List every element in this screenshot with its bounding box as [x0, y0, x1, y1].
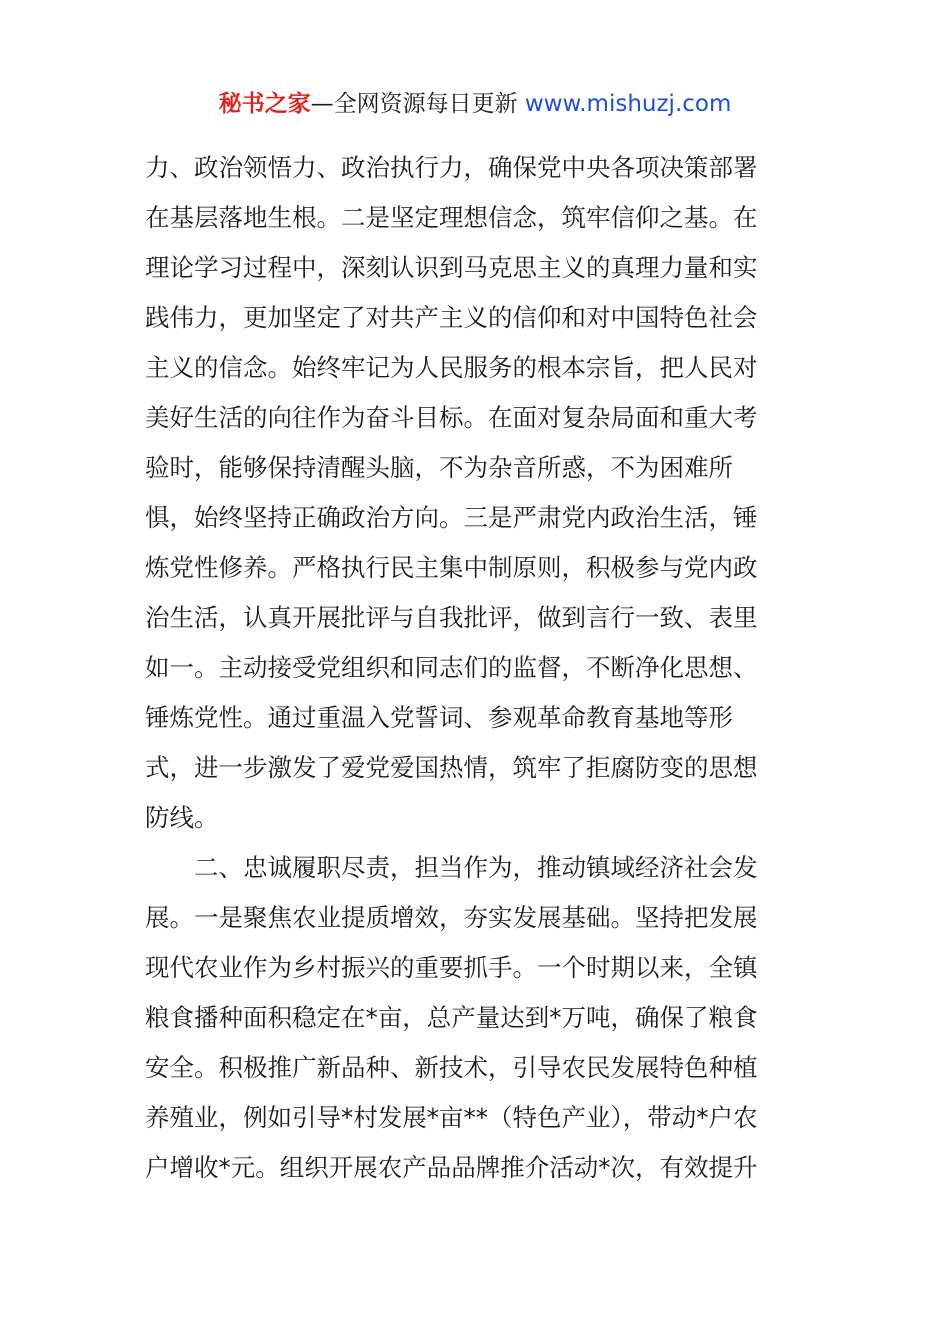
text-line: 力、政治领悟力、政治执行力，确保党中央各项决策部署 — [145, 153, 758, 182]
text-line: 安全。积极推广新品种、新技术，引导农民发展特色种植 — [145, 1053, 758, 1082]
site-brand: 秘书之家 — [218, 91, 311, 117]
section-heading-line: 二、忠诚履职尽责，担当作为，推动镇域经济社会发 — [194, 853, 758, 882]
site-url-link[interactable]: www.mishuzj.com — [524, 91, 732, 117]
text-line: 防线。 — [145, 803, 219, 832]
text-line: 在基层落地生根。二是坚定理想信念，筑牢信仰之基。在 — [145, 203, 758, 232]
text-line: 主义的信念。始终牢记为人民服务的根本宗旨，把人民对 — [145, 353, 758, 382]
text-line: 式，进一步激发了爱党爱国热情，筑牢了拒腐防变的思想 — [145, 753, 758, 782]
text-line: 治生活，认真开展批评与自我批评，做到言行一致、表里 — [145, 603, 758, 632]
text-line: 验时，能够保持清醒头脑，不为杂音所惑，不为困难所 — [145, 453, 733, 482]
text-line: 锤炼党性。通过重温入党誓词、参观革命教育基地等形 — [145, 703, 733, 732]
text-line: 现代农业作为乡村振兴的重要抓手。一个时期以来，全镇 — [145, 953, 758, 982]
text-line: 炼党性修养。严格执行民主集中制原则，积极参与党内政 — [145, 553, 758, 582]
text-line: 践伟力，更加坚定了对共产主义的信仰和对中国特色社会 — [145, 303, 758, 332]
text-line: 惧，始终坚持正确政治方向。三是严肃党内政治生活，锤 — [145, 503, 758, 532]
text-line: 美好生活的向往作为奋斗目标。在面对复杂局面和重大考 — [145, 403, 758, 432]
text-line: 户增收*元。组织开展农产品品牌推介活动*次，有效提升 — [145, 1153, 758, 1182]
header-tagline: —全网资源每日更新 — [310, 91, 525, 117]
text-line: 展。一是聚焦农业提质增效，夯实发展基础。坚持把发展 — [145, 903, 758, 932]
text-line: 养殖业，例如引导*村发展*亩**（特色产业），带动*户农 — [145, 1103, 758, 1132]
page-header — [0, 88, 950, 120]
document-body — [145, 143, 815, 1193]
text-line: 如一。主动接受党组织和同志们的监督，不断净化思想、 — [145, 653, 758, 682]
text-line: 粮食播种面积稳定在*亩，总产量达到*万吨，确保了粮食 — [145, 1003, 758, 1032]
text-line: 理论学习过程中，深刻认识到马克思主义的真理力量和实 — [145, 253, 758, 282]
